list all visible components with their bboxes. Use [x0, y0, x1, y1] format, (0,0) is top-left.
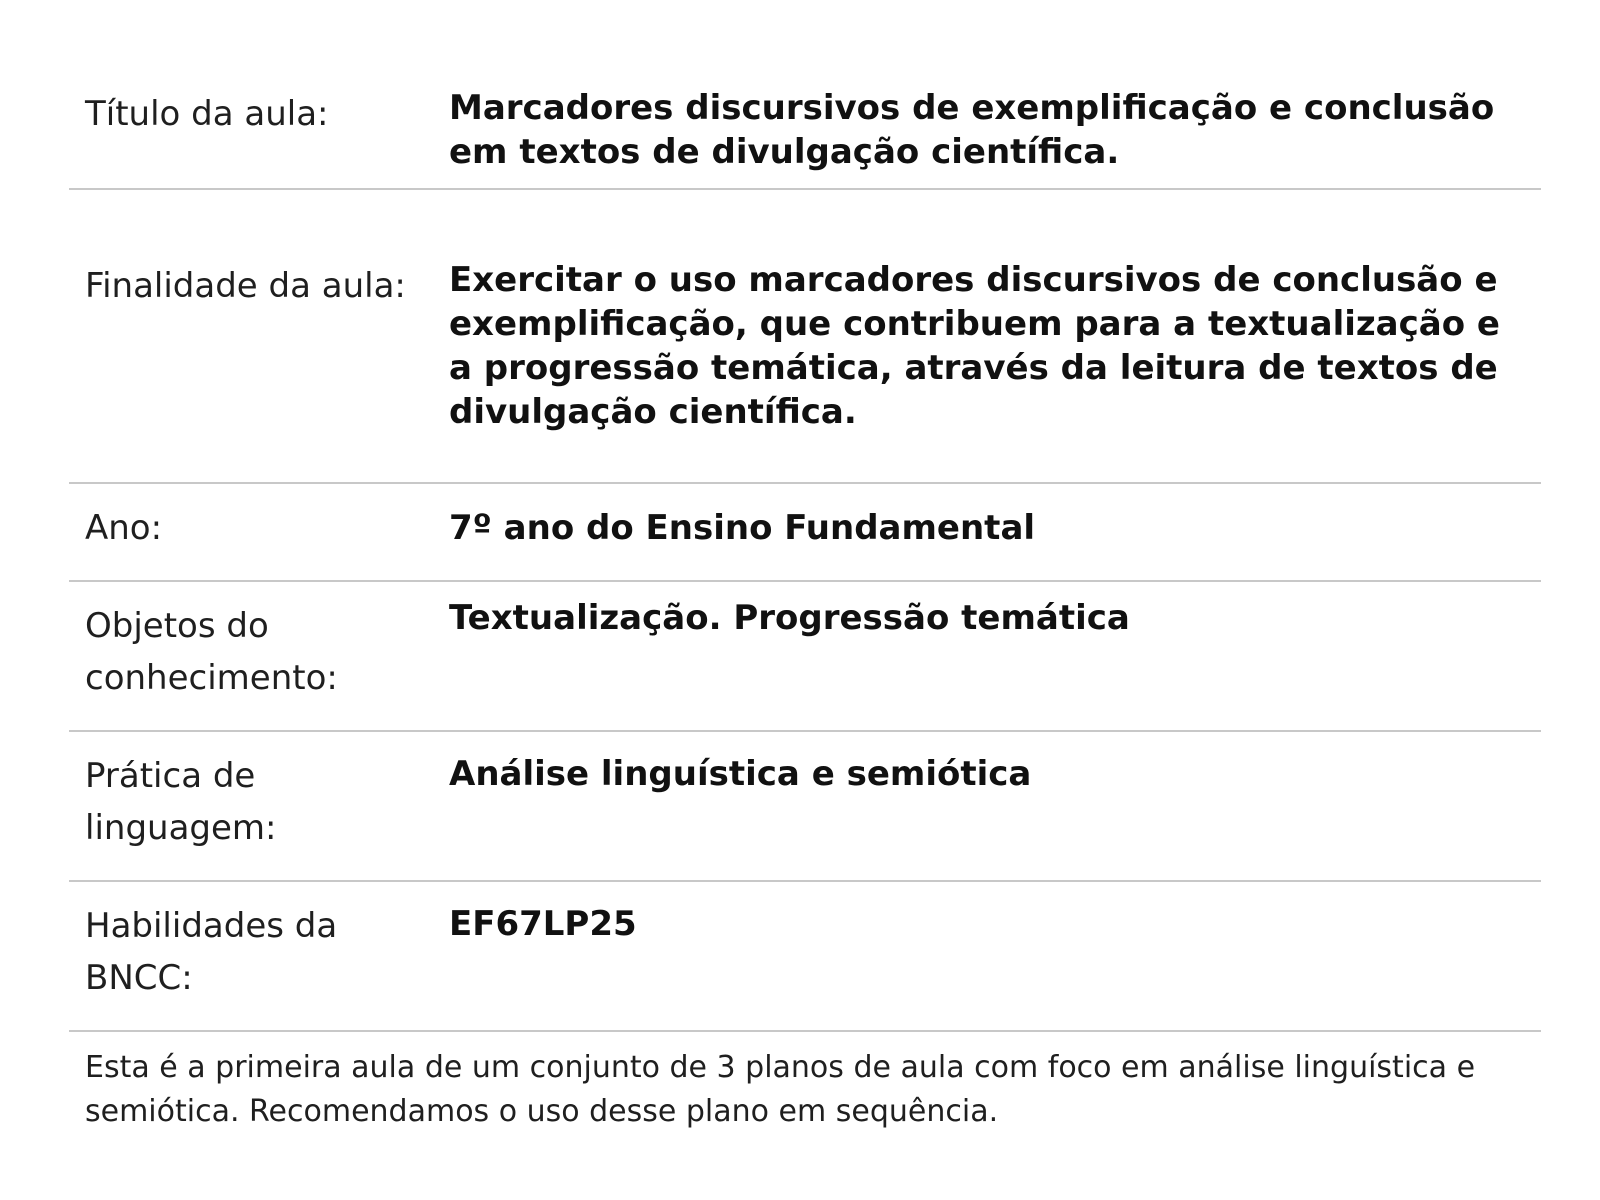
lesson-title-value: Marcadores discursivos de exemplificação e conclusão em textos de divulgação científica.	[449, 88, 1495, 172]
lesson-plan-table	[69, 78, 1541, 1134]
knowledge-objects-value: Textualização. Progressão temática	[449, 598, 1130, 638]
year-label: Ano:	[85, 508, 163, 548]
language-practice-value: Análise linguística e semiótica	[449, 754, 1032, 794]
lesson-title-label: Título da aula:	[85, 94, 329, 134]
row-language-practice	[69, 732, 1541, 882]
language-practice-label: Prática de linguagem:	[85, 756, 277, 848]
lesson-purpose-value: Exercitar o uso marcadores discursivos de conclusão e exemplificação, que contribuem para a textualização e a progressão temática, através da leitura de textos de divulgação científica.	[449, 260, 1500, 432]
bncc-skills-label: Habilidades da BNCC:	[85, 906, 338, 998]
lesson-purpose-label: Finalidade da aula:	[85, 266, 406, 306]
row-knowledge-objects	[69, 582, 1541, 732]
row-bncc-skills	[69, 882, 1541, 1032]
row-lesson-title	[69, 78, 1541, 190]
row-year	[69, 484, 1541, 582]
knowledge-objects-label: Objetos do conhecimento:	[85, 606, 338, 698]
year-value: 7º ano do Ensino Fundamental	[449, 508, 1036, 548]
bncc-skills-value: EF67LP25	[449, 904, 637, 944]
sequence-note: Esta é a primeira aula de um conjunto de 3 planos de aula com foco em análise linguística e semiótica. Recomendamos o uso desse plano em sequência.	[85, 1050, 1476, 1129]
row-lesson-purpose	[69, 190, 1541, 484]
